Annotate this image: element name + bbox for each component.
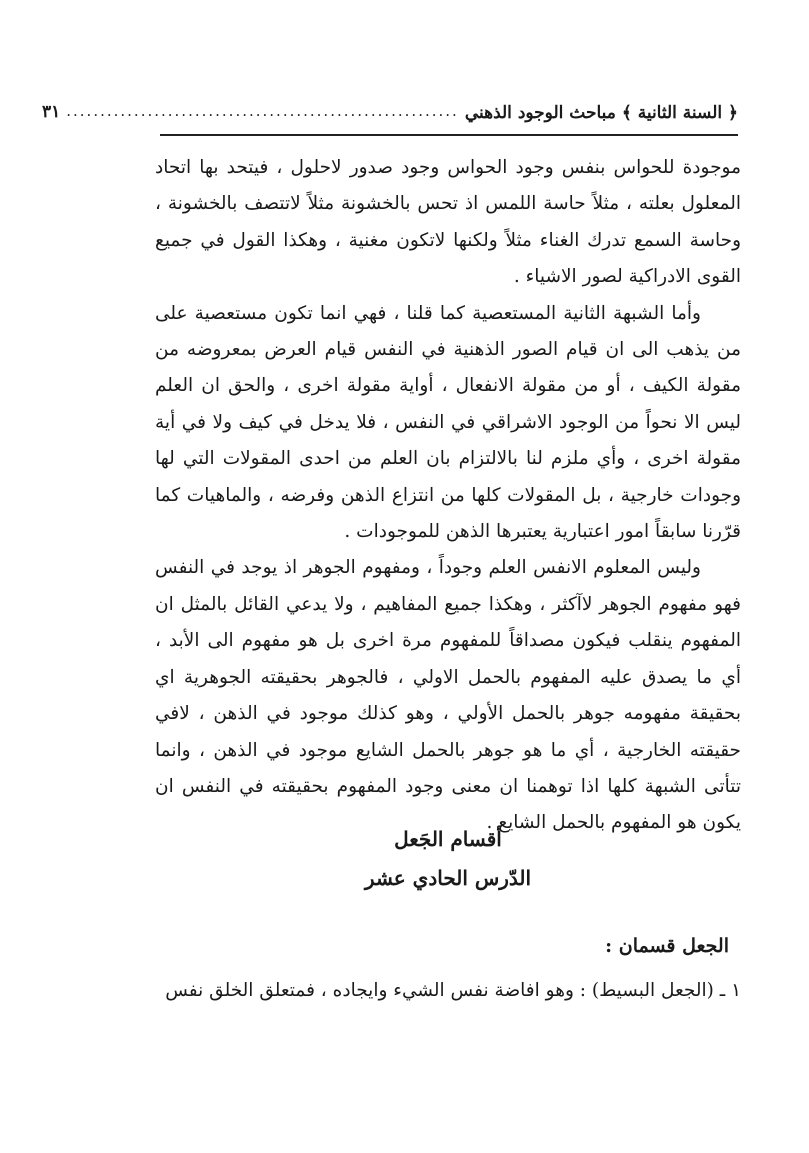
header-rule <box>160 134 738 136</box>
paragraph-1: موجودة للحواس بنفس وجود الحواس وجود صدور لاحلول ، فيتحد بها اتحاد المعلول بعلته ، مثلاً حاسة اللمس اذ تحس بالخشونة مثلاً لاتتصف بالخشونة ، وحاسة السمع تدرك الغناء مثلاً ولكنها لاتكون مغنية ، وهكذا القول في جميع القوى الادراكية لصور الاشياء . <box>155 157 741 288</box>
running-header <box>41 92 738 132</box>
section-label: الجعل قسمان : <box>605 935 729 957</box>
section-title: أقسام الجَعل <box>394 827 502 851</box>
body-text <box>155 150 741 842</box>
header-title: ﴿ السنة الثانية ﴾ مباحث الوجود الذهني <box>464 102 738 123</box>
lesson-title: الدّرس الحادي عشر <box>364 866 532 890</box>
paragraph-2: وأما الشبهة الثانية المستعصية كما قلنا ، فهي انما تكون مستعصية على من يذهب الى ان قيام الصور الذهنية في النفس قيام العرض بمعروضه من مقولة الكيف ، أو من مقولة الانفعال ، أواية مقولة اخرى ، والحق ان العلم ليس الا نحواً من الوجود الاشراقي في النفس ، فلا يدخل في كيف ولا في أية مقولة اخرى ، وأي ملزم لنا بالالتزام بان العلم من احدى المقولات التي لها وجودات خارجية ، بل المقولات كلها من انتزاع الذهن وفرضه ، والماهيات كما قرّرنا سابقاً امور اعتبارية يعتبرها الذهن للموجودات . <box>155 302 741 543</box>
paragraph-3: وليس المعلوم الانفس العلم وجوداً ، ومفهوم الجوهر اذ يوجد في النفس فهو مفهوم الجوهر لاآكثر ، وهكذا جميع المفاهيم ، ولا يدعي القائل بالمثل ان المفهوم ينقلب فيكون مصداقاً للمفهوم مرة اخرى بل هو مفهوم الى الأبد ، أي ما يصدق عليه المفهوم بالحمل الاولي ، فالجوهر بحقيقته الجوهرية اي بحقيقة مفهومه جوهر بالحمل الأولي ، وهو كذلك موجود في الذهن ، لافي حقيقته الخارجية ، أي ما هو جوهر بالحمل الشايع موجود في الذهن ، وانما تتأتى الشبهة كلها اذا توهمنا ان معنى وجود المفهوم بحقيقته في النفس ان يكون هو المفهوم بالحمل الشايع . <box>155 557 741 834</box>
list-item-1: ١ ـ (الجعل البسيط) : وهو افاضة نفس الشيء وايجاده ، فمتعلق الخلق نفس <box>165 980 741 1001</box>
page-number: ٣١ <box>41 102 61 122</box>
header-leader-dots: .......................................................... <box>66 102 459 120</box>
